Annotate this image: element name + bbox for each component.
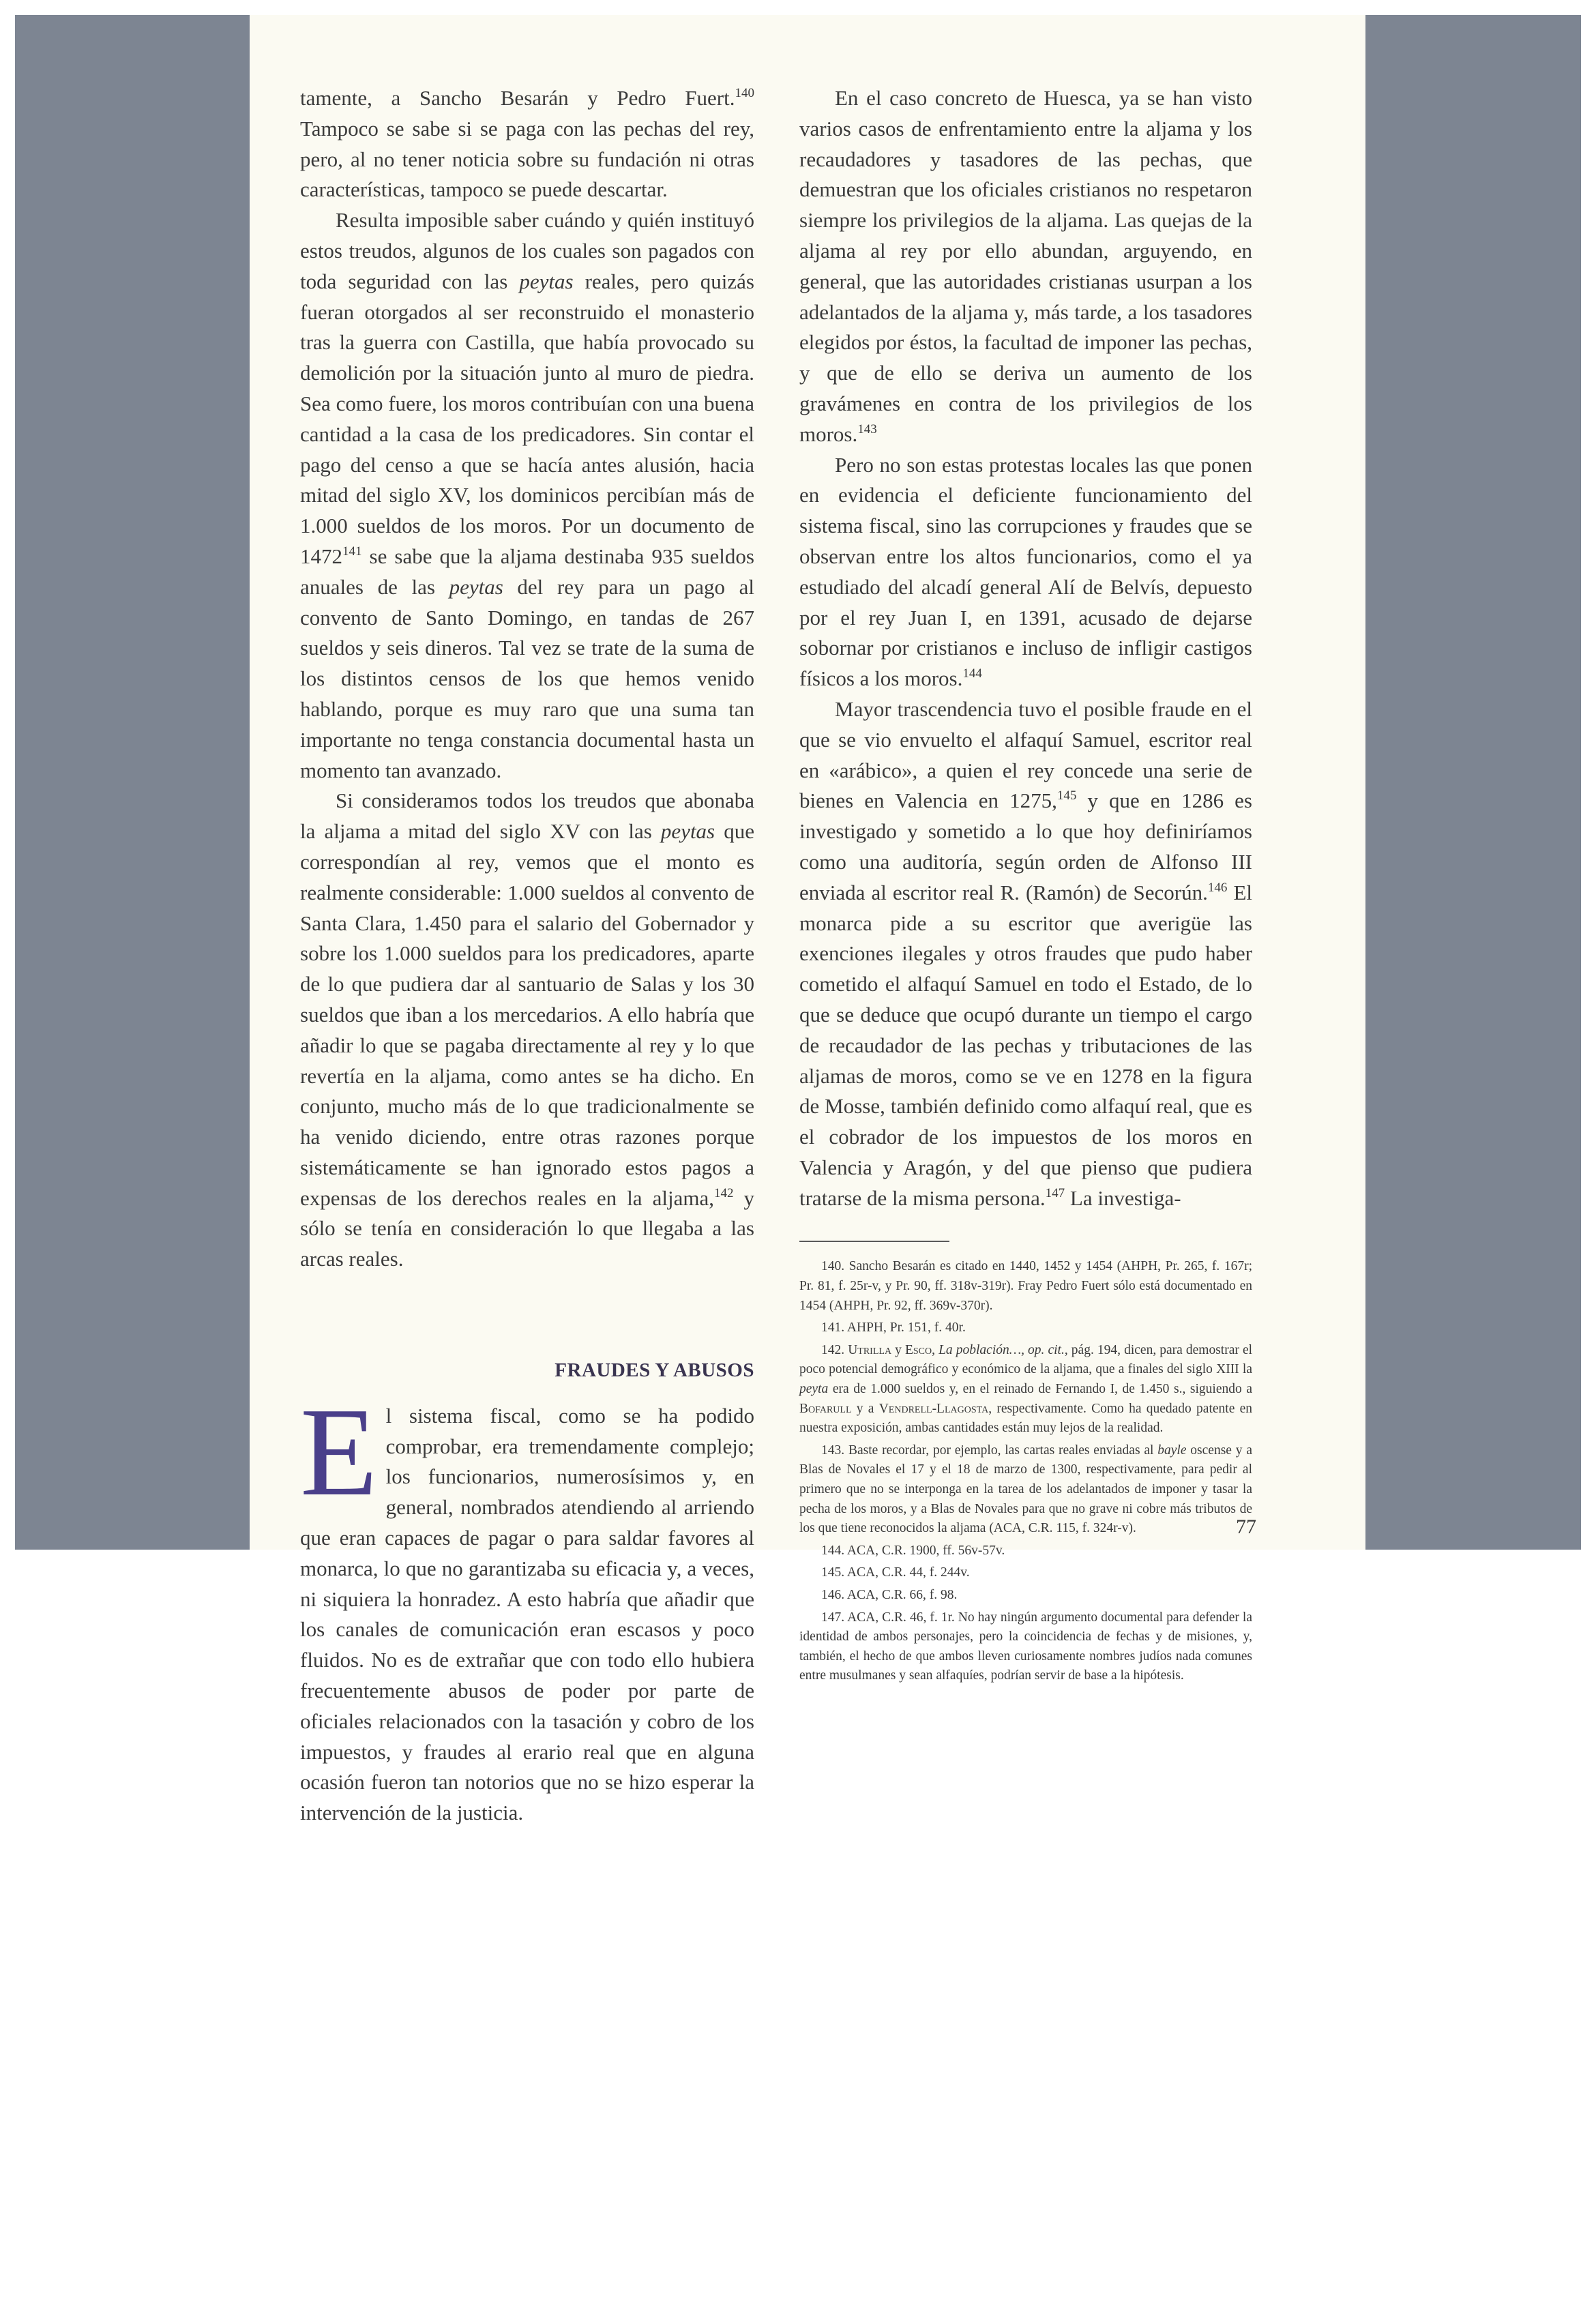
drop-cap: E xyxy=(300,1381,378,1522)
paragraph-continuation: tamente, a Sancho Besarán y Pedro Fuert.$^{140}$ Tampoco se sabe si se paga con las pechas del rey, pero, al no tener noticia sobre su fundación ni otras características, tampoco se puede descartar. xyxy=(300,86,754,202)
paragraph-treudos: Resulta imposible saber cuándo y quién instituyó estos treudos, algunos de los cuales son pagados con toda seguridad con las peytas reales, pero quizás fueran otorgados al ser reconstruido el monasterio tras la guerra con Castilla, que había provocado su demolición por la situación junto al muro de piedra. Sea como fuere, los moros contribuían con una buena cantidad a la casa de los predicadores. Sin contar el pago del censo a que se hacía antes alusión, hacia mitad del siglo XV, los dominicos percibían más de 1.000 sueldos de los moros. Por un documento de 1472$^{141}$ se sabe que la aljama destinaba 935 sueldos anuales de las peytas del rey para un pago al convento de Santo Domingo, en tandas de 267 sueldos y seis dineros. Tal vez se trate de la suma de los distintos censos de los que hemos venido hablando, porque es muy raro que una suma tan importante no tenga constancia documental hasta un momento tan avanzado. xyxy=(300,208,754,782)
footnote-ref-140[interactable]: 140 xyxy=(735,86,754,100)
footnote-ref-143[interactable]: 143 xyxy=(857,422,877,437)
page-number: 77 xyxy=(1236,1516,1256,1538)
paragraph-samuel: Mayor trascendencia tuvo el posible fraude en el que se vio envuelto el alfaquí Samuel, escritor real en «arábico», a quien el rey concede una serie de bienes en Valencia en 1275,$^{145}$ y que en 1286 es investigado y sometido a lo que hoy definiríamos como una auditoría, según orden de Alfonso III enviada al escritor real R. (Ramón) de Secorún.$^{146}$ El monarca pide a su escritor que averigüe las exenciones ilegales y otros fraudes que pudo haber cometido el alfaquí Samuel en todo el Estado, de lo que se deduce que ocupó durante un tiempo el cargo de recaudador de las pechas y tributaciones de las aljamas de moros, como se ve en 1278 en la figura de Mosse, también definido como alfaquí real, que es el cobrador de los impuestos de los moros en Valencia y Aragón, y del que pienso que pudiera tratarse de la misma persona.$^{147}$ La investiga- xyxy=(799,696,1252,1210)
footnote-ref-144[interactable]: 144 xyxy=(962,666,982,681)
footnote-divider xyxy=(799,1241,949,1242)
footnote-ref-145[interactable]: 145 xyxy=(1056,788,1077,803)
paragraph-huesca: En el caso concreto de Huesca, ya se han visto varios casos de enfrentamiento entre la aljama y los recaudadores y tasadores de las pechas, que demuestran que los oficiales cristianos no respetaron siempre los privilegios de la aljama. Las quejas de la aljama al rey por ello abundan, arguyendo, en general, que las autoridades cristianas usurpan a los adelantados de la aljama y, más tarde, a los tasadores elegidos por éstos, la facultad de imponer las pechas, y que de ello se deriva un aumento de los gravámenes en contra de los privilegios de los moros.$^{143}$ xyxy=(799,86,1252,446)
footnote-143: 143. Baste recordar, por ejemplo, las cartas reales enviadas al bayle oscense y a Blas de Novales el 17 y el 18 de marzo de 1300, respectivamente, para pedir al primero que no se interponga en la tarea de los adelantados de imponer y tasar la pecha de los moros, y a Blas de Novales para que no grave ni cobre más tributos de los que tiene reconocidos la aljama (ACA, C.R. 115, f. 324r-v). xyxy=(799,1443,1252,1536)
paragraph-monto: Si consideramos todos los treudos que abonaba la aljama a mitad del siglo XV con las peytas que correspondían al rey, vemos que el monto es realmente considerable: 1.000 sueldos al convento de Santa Clara, 1.450 para el salario del Gobernador y sobre los 1.000 sueldos para los predicadores, aparte de lo que pudiera dar al santuario de Salas y los 30 sueldos que iban a los mercedarios. A ello habría que añadir lo que se pagaba directamente al rey y lo que revertía en la aljama, como antes se ha dicho. En conjunto, mucho más de lo que tradicionalmente se ha venido diciendo, entre otras razones porque sistemáticamente se han ignorado estos pagos a expensas de los derechos reales en la aljama,$^{142}$ y sólo se tenía en consideración lo que llegaba a las arcas reales. xyxy=(300,788,754,1271)
left-column xyxy=(300,15,754,1829)
footnote-144: 144. ACA, C.R. 1900, ff. 56v-57v. xyxy=(821,1543,1005,1558)
footnote-146: 146. ACA, C.R. 66, f. 98. xyxy=(821,1587,958,1602)
footnote-147: 147. ACA, C.R. 46, f. 1r. No hay ningún argumento documental para defender la identidad de ambos personajes, pero la coincidencia de fechas y de misiones, y, también, el hecho de que ambos lleven curiosamente nombres judíos nada comunes entre musulmanes y sean alfaquíes, podrían servir de base a la hipótesis. xyxy=(799,1610,1252,1683)
paragraph-fraudes: El sistema fiscal, como se ha podido comprobar, era tremendamente complejo; los funcionarios, numerosísimos y, en general, nombrados atendiendo al arriendo que eran capaces de pagar o para saldar favores al monarca, lo que no garantizaba su eficacia y, a veces, ni siquiera la honradez. A esto habría que añadir que los canales de comunicación eran escasos y poco fluidos. No es de extrañar que con todo ello hubiera frecuentemente abusos de poder por parte de oficiales relacionados con la tasación y cobro de los impuestos, y fraudes al erario real que en alguna ocasión fueron tan notorios que no se hizo esperar la intervención de la justicia. xyxy=(300,1381,754,1825)
footnote-ref-141[interactable]: 141 xyxy=(342,544,362,559)
section-heading: FRAUDES Y ABUSOS xyxy=(555,1359,754,1382)
footnote-ref-146[interactable]: 146 xyxy=(1207,880,1228,895)
paragraph-protestas: Pero no son estas protestas locales las que ponen en evidencia el deficiente funcionamiento del sistema fiscal, sino las corrupciones y fraudes que se observan entre los altos funcionarios, como el ya estudiado del alcadí general Alí de Belvís, depuesto por el rey Juan I, en 1391, acusado de dejarse sobornar por cristianos e incluso de infligir castigos físicos a los moros.$^{144}$ xyxy=(799,452,1252,691)
footnote-142: 142. Utrilla y Esco, La población…, op. cit., pág. 194, dicen, para demostrar el poco potencial demográfico y económico de la aljama, que a finales del siglo XIII la peyta era de 1.000 sueldos y, en el reinado de Fernando I, de 1.450 s., siguiendo a Bofarull y a Vendrell-Llagosta, respectivamente. Como ha quedado patente en nuestra exposición, ambas cantidades están muy lejos de la realidad. xyxy=(799,1342,1253,1436)
footnote-141: 141. AHPH, Pr. 151, f. 40r. xyxy=(821,1320,966,1335)
book-page xyxy=(250,15,1365,1825)
footnote-140: 140. Sancho Besarán es citado en 1440, 1452 y 1454 (AHPH, Pr. 265, f. 167r; Pr. 81, f. 25r-v, y Pr. 90, ff. 318v-319r). Fray Pedro Fuert sólo está documentado en 1454 (AHPH, Pr. 92, ff. 369v-370r). xyxy=(799,1259,1252,1313)
footnote-145: 145. ACA, C.R. 44, f. 244v. xyxy=(821,1565,970,1580)
footnote-ref-142[interactable]: 142 xyxy=(713,1185,734,1200)
footnotes xyxy=(799,1257,1252,1685)
footnote-ref-147[interactable]: 147 xyxy=(1045,1185,1065,1200)
right-column xyxy=(799,15,1252,1689)
